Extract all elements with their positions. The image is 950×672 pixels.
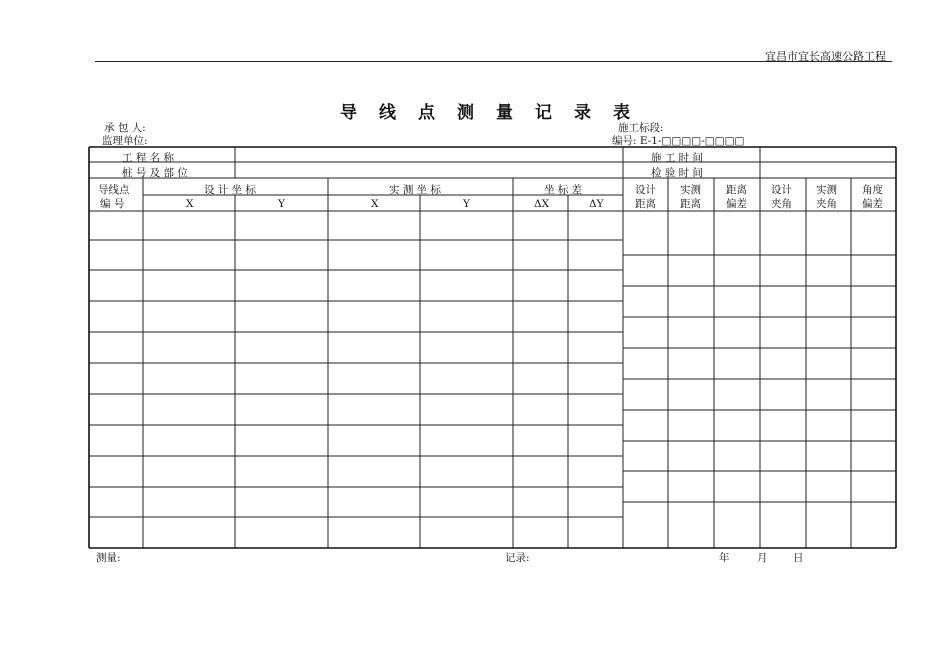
coord-diff-header: 坐 标 差 <box>544 184 583 196</box>
footer-record-label: 记录: <box>505 552 530 564</box>
footer-day-label: 日 <box>793 552 804 564</box>
point-id-header-1: 导线点 <box>98 184 130 196</box>
design-x-header: X <box>186 198 194 210</box>
design-distance-header-1: 设计 <box>635 184 656 196</box>
footer-survey-label: 测量: <box>96 552 121 564</box>
design-y-header: Y <box>278 198 285 210</box>
measured-distance-header-2: 距离 <box>680 198 701 210</box>
measured-angle-header-1: 实测 <box>816 184 837 196</box>
project-name-label: 工 程 名 称 <box>122 152 175 164</box>
angle-deviation-header-1: 角度 <box>862 184 883 196</box>
inspection-time-label: 检 验 时 间 <box>651 167 704 179</box>
design-angle-header-1: 设计 <box>771 184 792 196</box>
dy-header: ΔY <box>589 198 604 210</box>
point-id-header-2: 编 号 <box>100 198 125 210</box>
measured-coords-header: 实 测 坐 标 <box>389 184 442 196</box>
measured-distance-header-1: 实测 <box>680 184 701 196</box>
angle-deviation-header-2: 偏差 <box>862 198 883 210</box>
design-distance-header-2: 距离 <box>635 198 656 210</box>
footer-month-label: 月 <box>757 552 768 564</box>
design-angle-header-2: 夹角 <box>771 198 792 210</box>
page-title: 导线点测量记录表 <box>340 103 652 123</box>
design-coords-header: 设 计 坐 标 <box>204 184 257 196</box>
footer-year-label: 年 <box>719 552 730 564</box>
supervisor-label: 监理单位: <box>102 135 148 147</box>
distance-deviation-header-1: 距离 <box>726 184 747 196</box>
contractor-label: 承 包 人: <box>104 122 146 134</box>
construction-time-label: 施 工 时 间 <box>651 152 704 164</box>
distance-deviation-header-2: 偏差 <box>726 198 747 210</box>
construction-section-label: 施工标段: <box>618 122 664 134</box>
measured-y-header: Y <box>463 198 470 210</box>
page-header-project: 宜昌市宜长高速公路工程 <box>765 50 886 63</box>
dx-header: ΔX <box>534 198 550 210</box>
form-number: 编号: E-1-□□□□-□□□□ <box>612 135 745 147</box>
measured-x-header: X <box>371 198 379 210</box>
station-location-label: 桩 号 及 部 位 <box>122 167 188 179</box>
measured-angle-header-2: 夹角 <box>816 198 837 210</box>
